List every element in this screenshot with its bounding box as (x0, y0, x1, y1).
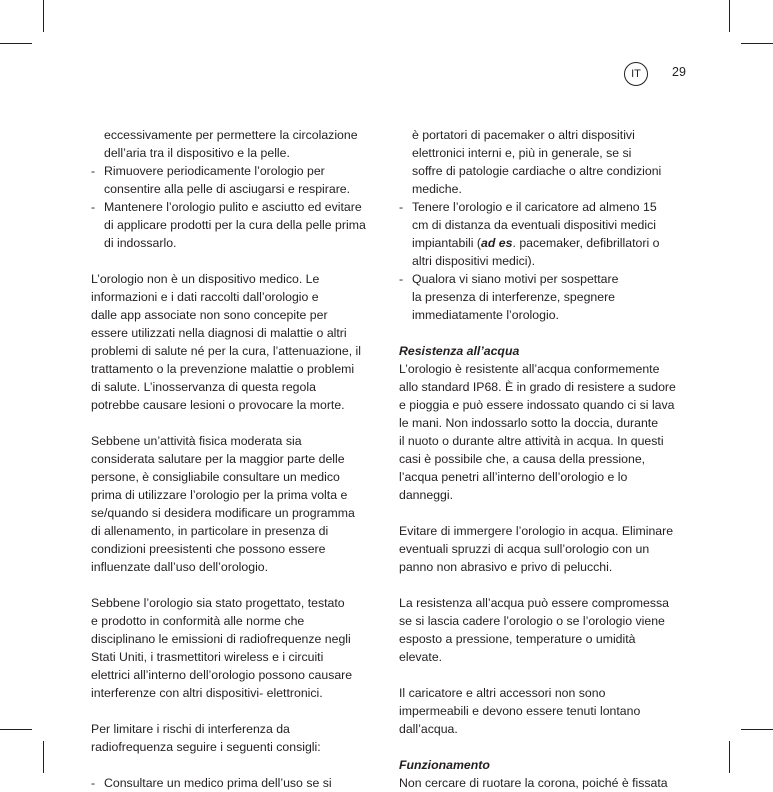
paragraph-medical-device: L’orologio non è un dispositivo medico. Le informazioni e i dati raccolti dall’orologio e dalle app associate non sono concepite per essere utilizzati nella diagnosi di malattie o altri problemi di salute né per la cura, l’attenuazione, il trattamento o la prevenzione malattie o problemi di salute. L’inosservanza di questa regola potrebbe causare lesioni o provocare la morte. (91, 272, 362, 412)
crop-mark (43, 0, 44, 32)
text-line: eccessivamente per permettere la circolazione (104, 128, 358, 142)
page-number: 29 (672, 65, 686, 79)
text-line: consentire alla pelle di asciugarsi e respirare. (104, 182, 351, 196)
text-line: dell’aria tra il dispositivo e la pelle. (104, 146, 290, 160)
bullet-item: - Tenere l’orologio e il caricatore ad almeno 15 (399, 200, 657, 214)
text-line: la presenza di interferenze, spegnere (412, 290, 616, 304)
text-line: elettronici interni e, più in generale, se si (412, 146, 632, 160)
crop-mark (741, 729, 773, 730)
paragraph-avoid-immersion: Evitare di immergere l’orologio in acqua. Eliminare eventuali spruzzi di acqua sull’orologio con un panno non abrasivo e privo di pelucchi. (399, 524, 674, 574)
section-heading-operation: Funzionamento (399, 758, 490, 772)
text-line: di indossarlo. (104, 236, 177, 250)
paragraph-interference-tips: Per limitare i rischi di interferenza da radiofrequenza seguire i seguenti consigli: (91, 722, 321, 754)
text-line: altri dispositivi medici). (412, 254, 535, 268)
bullet-item: - Rimuovere periodicamente l’orologio per (91, 164, 325, 178)
text-line: soffre di patologie cardiache o altre condizioni (412, 164, 662, 178)
crop-mark (741, 43, 773, 44)
text-line: mediche. (412, 182, 462, 196)
language-badge: IT (624, 62, 648, 86)
text-line: Non cercare di ruotare la corona, poiché è fissata (399, 776, 668, 790)
text-line: è portatori di pacemaker o altri dispositivi (412, 128, 635, 142)
crop-mark (43, 741, 44, 773)
crop-mark (729, 741, 730, 773)
text-line: di applicare prodotti per la cura della pelle prima (104, 218, 366, 232)
text-line: impiantabili (ad es. pacemaker, defibrillatori o (412, 236, 660, 250)
paragraph-resistance-compromised: La resistenza all’acqua può essere compromessa se si lascia cadere l’orologio o se l’orologio viene esposto a pressione, temperature o umidità elevate. (399, 596, 669, 664)
section-heading-water-resistance: Resistenza all’acqua (399, 344, 520, 358)
crop-mark (0, 729, 32, 730)
right-column (399, 126, 676, 792)
paragraph-radio-interference: Sebbene l’orologio sia stato progettato, testato e prodotto in conformità alle norme che disciplinano le emissioni di radiofrequenze negli Stati Uniti, i trasmettitori wireless e i circuiti elettrici all’interno dell’orologio possono causare interferenze con altri dispositivi- elettronici. (91, 596, 353, 700)
left-column (91, 126, 366, 792)
bullet-item: - Consultare un medico prima dell’uso se si (91, 776, 332, 790)
text-line: cm di distanza da eventuali dispositivi medici (412, 218, 657, 232)
text-line: immediatamente l’orologio. (412, 308, 559, 322)
crop-mark (0, 43, 32, 44)
bullet-item: - Mantenere l’orologio pulito e asciutto ed evitare (91, 200, 362, 214)
paragraph-charger-not-waterproof: Il caricatore e altri accessori non sono impermeabili e devono essere tenuti lontano dall’acqua. (399, 686, 641, 736)
crop-mark (729, 0, 730, 32)
paragraph-physical-activity: Sebbene un’attività fisica moderata sia considerata salutare per la maggior parte delle persone, è consigliabile consultare un medico prima di utilizzare l’orologio per la prima volta e se/quando si desidera modificare un programma di allenamento, in particolare in presenza di condizioni preesistenti che possono essere influenzate dall’uso dell’orologio. (91, 434, 355, 574)
paragraph-water-resistance: L’orologio è resistente all’acqua conformemente allo standard IP68. È in grado di resistere a sudore e pioggia e può essere indossato quando ci si lava le mani. Non indossarlo sotto la doccia, durante il nuoto o durante altre attività in acqua. In questi casi è possibile che, a causa della pressione, l’acqua penetri all’interno dell’orologio e lo danneggi. (399, 362, 676, 502)
bullet-item: - Qualora vi siano motivi per sospettare (399, 272, 619, 286)
